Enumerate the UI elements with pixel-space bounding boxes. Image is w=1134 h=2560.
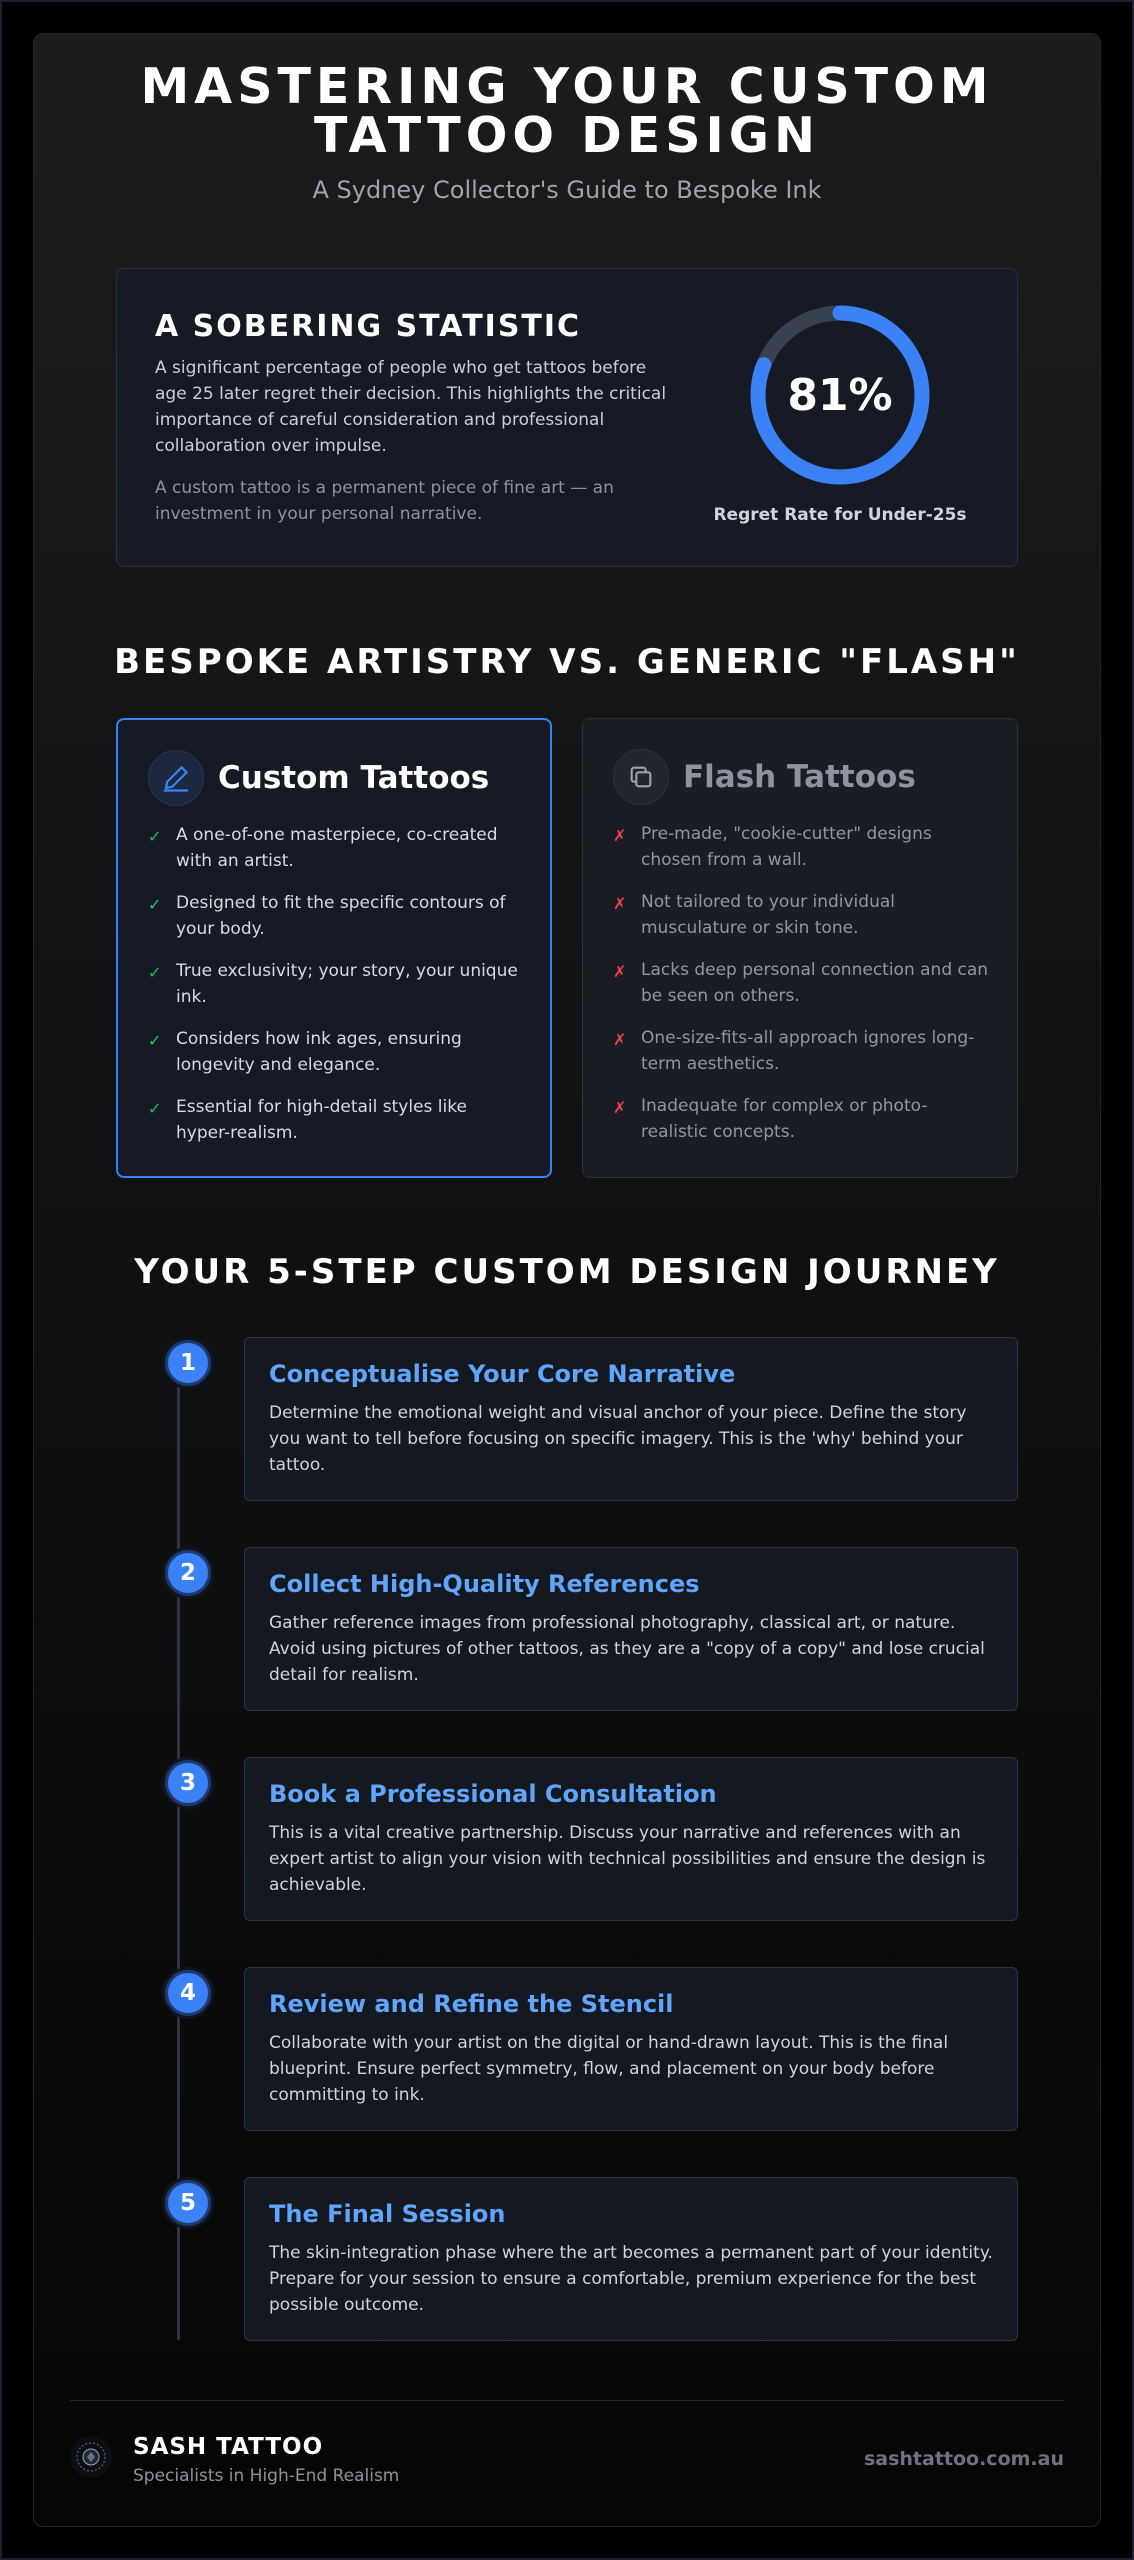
flash-tattoos-title: Flash Tattoos — [683, 759, 916, 795]
check-icon: ✓ — [148, 1031, 162, 1050]
list-item — [148, 890, 528, 958]
custom-tattoos-card — [116, 718, 552, 1178]
footer-brand: SASH TATTOO — [133, 2434, 324, 2460]
step-title: Review and Refine the Stencil — [269, 1990, 674, 2018]
step-number-badge: 5 — [165, 2180, 211, 2226]
step-description — [269, 1610, 999, 1688]
list-item-line: hyper-realism. — [176, 1123, 298, 1143]
step-description-line: Determine the emotional weight and visual anchor of your piece. Define the story — [269, 1403, 967, 1423]
copy-icon — [613, 749, 669, 805]
step-description-line: Prepare for your session to ensure a comfortable, premium experience for the best — [269, 2269, 977, 2289]
flash-drawbacks-list — [613, 821, 993, 1161]
step-card — [244, 1547, 1018, 1711]
cross-icon: ✗ — [613, 1030, 627, 1049]
sash-tattoo-logo-icon — [70, 2436, 112, 2478]
regret-rate-caption: Regret Rate for Under-25s — [713, 505, 967, 525]
regret-rate-value: 81% — [787, 369, 893, 421]
check-icon: ✓ — [148, 827, 162, 846]
step-number-badge: 4 — [165, 1970, 211, 2016]
journey-heading: YOUR 5-STEP CUSTOM DESIGN JOURNEY — [134, 1252, 1000, 1292]
step-number-badge: 3 — [165, 1760, 211, 1806]
footer-website-link[interactable]: sashtattoo.com.au — [863, 2448, 1064, 2470]
step-description — [269, 2240, 999, 2318]
step-description-line: Avoid using pictures of other tattoos, as they are a "copy of a copy" and lose crucial — [269, 1639, 985, 1659]
list-item — [613, 889, 993, 957]
list-item — [613, 1025, 993, 1093]
list-item-line: Inadequate for complex or photo- — [641, 1096, 928, 1116]
step-title: Collect High-Quality References — [269, 1570, 700, 1598]
step-number-badge: 1 — [165, 1340, 211, 1386]
flash-tattoos-card — [582, 718, 1018, 1178]
step-description — [269, 1820, 999, 1898]
step-description — [269, 1400, 999, 1478]
step-number-badge: 2 — [165, 1550, 211, 1596]
page-title — [0, 58, 1134, 164]
comparison-heading: BESPOKE ARTISTRY VS. GENERIC "FLASH" — [114, 642, 1020, 682]
list-item-line: musculature or skin tone. — [641, 918, 859, 938]
list-item-line: be seen on others. — [641, 986, 800, 1006]
step-description-line: tattoo. — [269, 1455, 326, 1475]
step-description-line: This is a vital creative partnership. Discuss your narrative and references with an — [269, 1823, 961, 1843]
step-description-line: possible outcome. — [269, 2295, 425, 2315]
list-item-line: A one-of-one masterpiece, co-created — [176, 825, 498, 845]
step-description-line: you want to tell before focusing on specific imagery. This is the 'why' behind your — [269, 1429, 963, 1449]
step-description-line: Gather reference images from professional photography, classical art, or nature. — [269, 1613, 956, 1633]
list-item-line: Lacks deep personal connection and can — [641, 960, 989, 980]
check-icon: ✓ — [148, 895, 162, 914]
title-line-1: MASTERING YOUR CUSTOM — [140, 58, 994, 115]
statistic-note: A custom tattoo is a permanent piece of fine art — an investment in your personal narrative. — [155, 478, 614, 524]
list-item — [148, 1026, 528, 1094]
step-description-line: blueprint. Ensure perfect symmetry, flow, and placement on your body before — [269, 2059, 935, 2079]
page-subtitle: A Sydney Collector's Guide to Bespoke Ink — [312, 176, 822, 204]
list-item-line: realistic concepts. — [641, 1122, 795, 1142]
list-item-line: ink. — [176, 987, 207, 1007]
step-description-line: committing to ink. — [269, 2085, 425, 2105]
list-item — [148, 1094, 528, 1162]
cross-icon: ✗ — [613, 1098, 627, 1117]
list-item-line: Not tailored to your individual — [641, 892, 895, 912]
step-description — [269, 2030, 999, 2108]
list-item-line: True exclusivity; your story, your unique — [176, 961, 518, 981]
list-item-line: Essential for high-detail styles like — [176, 1097, 467, 1117]
pen-icon — [148, 750, 204, 806]
list-item-line: longevity and elegance. — [176, 1055, 381, 1075]
list-item-line: term aesthetics. — [641, 1054, 780, 1074]
step-card — [244, 2177, 1018, 2341]
step-description-line: The skin-integration phase where the art becomes a permanent part of your identity. — [269, 2243, 993, 2263]
custom-benefits-list — [148, 822, 528, 1162]
statistic-panel — [116, 268, 1018, 567]
title-line-2: TATTOO DESIGN — [314, 107, 820, 164]
list-item-line: Considers how ink ages, ensuring — [176, 1029, 462, 1049]
list-item-line: Pre-made, "cookie-cutter" designs — [641, 824, 932, 844]
step-title: The Final Session — [269, 2200, 506, 2228]
statistic-body: A significant percentage of people who get tattoos before age 25 later regret their decision. This highlights the critical importance of careful consideration and professional collaboration over impulse. — [155, 358, 667, 456]
step-card — [244, 1757, 1018, 1921]
step-title: Book a Professional Consultation — [269, 1780, 717, 1808]
list-item — [613, 1093, 993, 1161]
footer-tagline: Specialists in High-End Realism — [133, 2466, 400, 2486]
cross-icon: ✗ — [613, 826, 627, 845]
list-item — [148, 822, 528, 890]
footer-divider — [70, 2400, 1064, 2401]
statistic-heading: A SOBERING STATISTIC — [155, 309, 582, 344]
cross-icon: ✗ — [613, 962, 627, 981]
list-item-line: One-size-fits-all approach ignores long- — [641, 1028, 975, 1048]
step-title: Conceptualise Your Core Narrative — [269, 1360, 736, 1388]
list-item-line: Designed to fit the specific contours of — [176, 893, 506, 913]
custom-tattoos-title: Custom Tattoos — [218, 760, 490, 796]
step-description-line: achievable. — [269, 1875, 367, 1895]
step-description-line: expert artist to align your vision with technical possibilities and ensure the design is — [269, 1849, 986, 1869]
list-item-line: with an artist. — [176, 851, 294, 871]
list-item — [613, 821, 993, 889]
list-item — [148, 958, 528, 1026]
check-icon: ✓ — [148, 1099, 162, 1118]
step-description-line: Collaborate with your artist on the digital or hand-drawn layout. This is the final — [269, 2033, 949, 2053]
list-item-line: chosen from a wall. — [641, 850, 807, 870]
step-card — [244, 1337, 1018, 1501]
step-description-line: detail for realism. — [269, 1665, 419, 1685]
list-item — [613, 957, 993, 1025]
step-card — [244, 1967, 1018, 2131]
cross-icon: ✗ — [613, 894, 627, 913]
list-item-line: your body. — [176, 919, 265, 939]
check-icon: ✓ — [148, 963, 162, 982]
